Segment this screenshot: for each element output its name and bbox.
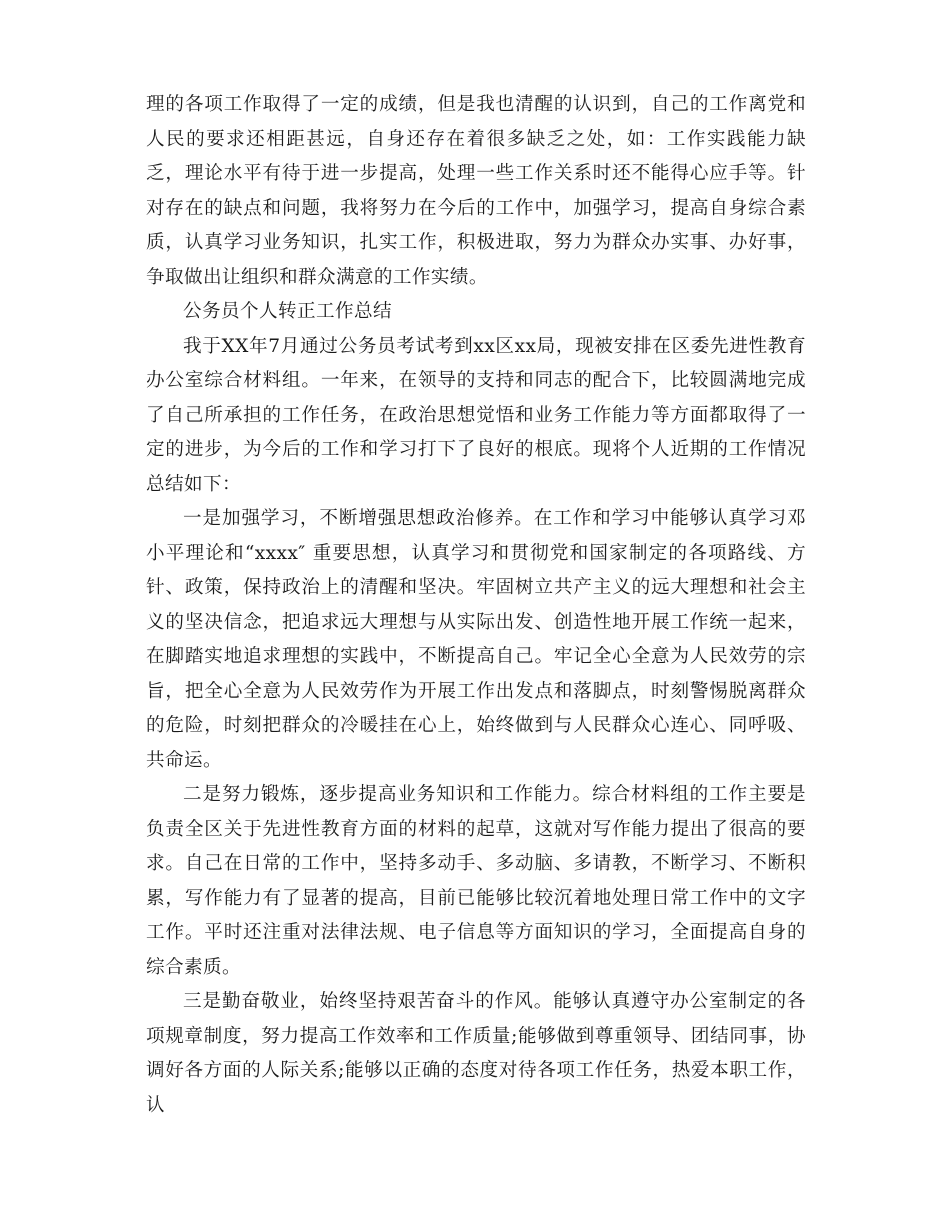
section-title: 公务员个人转正工作总结: [183, 301, 392, 322]
paragraph-diligence: 三是勤奋敬业，始终坚持艰苦奋斗的作风。能够认真遵守办公室制定的各项规章制度，努力提高工作效率和工作质量;能够做到尊重领导、团结同事，协调好各方面的人际关系;能够以正确的态度对待各项工作任务，热爱本职工作，认: [146, 991, 806, 1116]
paragraph-intro: 我于XX年7月通过公务员考试考到xx区xx局，现被安排在区委先进性教育办公室综合材料组。一年来，在领导的支持和同志的配合下，比较圆满地完成了自己所承担的工作任务，在政治思想觉悟和业务工作能力等方面都取得了一定的进步，为今后的工作和学习打下了良好的根底。现将个人近期的工作情况总结如下：: [146, 335, 806, 495]
paragraph-study: 一是加强学习，不断增强思想政治修养。在工作和学习中能够认真学习邓小平理论和“xxxx″ 重要思想，认真学习和贯彻党和国家制定的各项路线、方针、政策，保持政治上的清醒和坚决。牢固树立共产主义的远大理想和社会主义的坚决信念，把追求远大理想与从实际出发、创造性地开展工作统一起来，在脚踏实地追求理想的实践中，不断提高自己。牢记全心全意为人民效劳的宗旨，把全心全意为人民效劳作为开展工作出发点和落脚点，时刻警惕脱离群众的危险，时刻把群众的冷暖挂在心上，始终做到与人民群众心连心、同呼吸、共命运。: [146, 508, 806, 771]
paragraph-training: 二是努力锻炼，逐步提高业务知识和工作能力。综合材料组的工作主要是负责全区关于先进性教育方面的材料的起草，这就对写作能力提出了很高的要求。自己在日常的工作中，坚持多动手、多动脑、多请教，不断学习、不断积累，写作能力有了显著的提高，目前已能够比较沉着地处理日常工作中的文字工作。平时还注重对法律法规、电子信息等方面知识的学习，全面提高自身的综合素质。: [146, 784, 806, 978]
document-body: [146, 88, 806, 1123]
continued-paragraph: 理的各项工作取得了一定的成绩，但是我也清醒的认识到，自己的工作离党和人民的要求还相距甚远，自身还存在着很多缺乏之处，如：工作实践能力缺乏，理论水平有待于进一步提高，处理一些工作关系时还不能得心应手等。针对存在的缺点和问题，我将努力在今后的工作中，加强学习，提高自身综合素质，认真学习业务知识，扎实工作，积极进取，努力为群众办实事、办好事，争取做出让组织和群众满意的工作实绩。: [146, 94, 806, 288]
